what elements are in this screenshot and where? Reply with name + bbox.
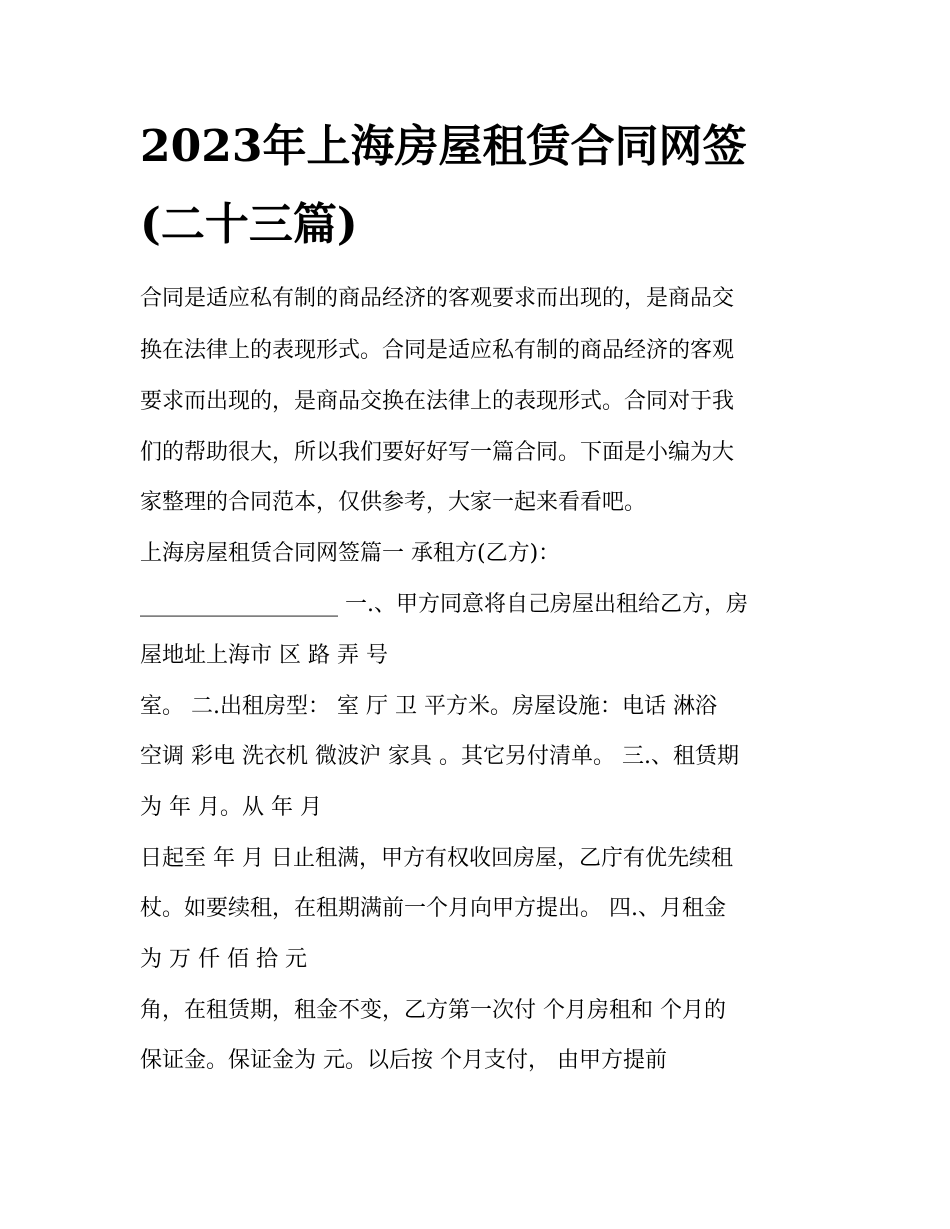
contract-clause-line: 杖。如要续租，在租期满前一个月向甲方提出。 四.、月租金 [140, 896, 726, 921]
contract-clause-line: 角，在租赁期，租金不变，乙方第一次付 个月房租和 个月的 [140, 998, 726, 1023]
contract-clause-line: 屋地址上海市 区 路 弄 号 [140, 643, 388, 668]
intro-paragraph-line: 们的帮助很大，所以我们要好好写一篇合同。下面是小编为大 [140, 440, 735, 465]
contract-clause-line: 空调 彩电 洗衣机 微波沪 家具 。其它另付清单。 三.、租赁期 [140, 744, 739, 769]
contract-clause-line: 日起至 年 月 日止租满，甲方有权收回房屋，乙庁有优先续租 [140, 846, 733, 871]
contract-clause-line: 保证金。保证金为 元。以后按 个月支付， 由甲方提前 [140, 1048, 667, 1073]
contract-clause-line: __________________ 一.、甲方同意将自己房屋出租给乙方，房 [140, 592, 748, 617]
contract-clause-line: 室。 二.出租房型： 室 厅 卫 平方米。房屋设施：电话 淋浴 [140, 694, 717, 719]
intro-paragraph-line: 要求而出现的，是商品交换在法律上的表现形式。合同对于我 [140, 389, 735, 414]
contract-clause-line: 为 年 月。从 年 月 [140, 795, 322, 820]
intro-paragraph-line: 换在法律上的表现形式。合同是适应私有制的商品经济的客观 [140, 338, 735, 363]
intro-paragraph-line: 合同是适应私有制的商品经济的客观要求而出现的，是商品交 [140, 286, 735, 311]
document-title-line-2: (二十三篇) [140, 199, 358, 250]
intro-paragraph-line: 家整理的合同范本，仅供参考，大家一起来看看吧。 [140, 490, 647, 515]
document-title-line-1: 2023年上海房屋租赁合同网签 [140, 121, 747, 172]
section-heading-line: 上海房屋租赁合同网签篇一 承租方(乙方)： [140, 541, 561, 566]
contract-clause-line: 为 万 仟 佰 拾 元 [140, 947, 307, 972]
